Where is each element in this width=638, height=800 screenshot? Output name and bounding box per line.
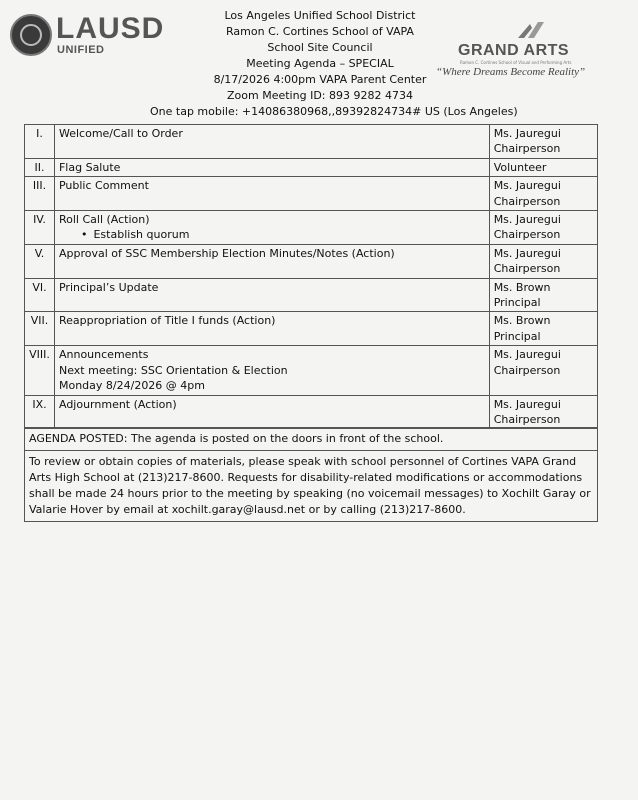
agenda-item-text: Adjournment (Action) (58, 397, 177, 411)
agenda-item-number: IV. (25, 211, 55, 245)
agenda-posted-note: AGENDA POSTED: The agenda is posted on the doors in front of the school. (25, 428, 598, 451)
agenda-item-number: II. (25, 158, 55, 176)
agenda-presenter-text: Ms. Brown (493, 314, 551, 328)
agenda-presenter-text: Ms. Jauregui (493, 348, 561, 362)
grand-arts-tagline: “Where Dreams Become Reality” (436, 66, 586, 78)
agenda-presenter-text: Principal (493, 329, 541, 343)
agenda-item-text: Monday 8/24/2026 @ 4pm (58, 379, 205, 393)
agenda-presenter-cell (489, 278, 597, 312)
agenda-presenter-text: Ms. Jauregui (493, 397, 561, 411)
agenda-presenter-text: Chairperson (493, 412, 561, 426)
district-seal-icon (10, 14, 52, 56)
lausd-logo-subtext: UNIFIED (57, 44, 105, 56)
agenda-item-text: Next meeting: SSC Orientation & Election (58, 363, 288, 377)
agenda-item-text: Announcements (58, 348, 149, 362)
agenda-row (25, 395, 598, 429)
agenda-presenter-text: Ms. Jauregui (493, 179, 561, 193)
agenda-presenter-text: Chairperson (493, 262, 561, 276)
agenda-presenter-text: Ms. Jauregui (493, 213, 561, 227)
agenda-presenter-text: Ms. Jauregui (493, 246, 561, 260)
agenda-sub-bullet-text: Establish quorum (93, 228, 190, 242)
agenda-item-number: IX. (25, 395, 55, 429)
agenda-item-cell (54, 395, 489, 429)
agenda-item-number: VIII. (25, 346, 55, 395)
accommodations-notice: To review or obtain copies of materials, please speak with school personnel of Cortines VAPA Grand Arts High School at (213)217-8600. Requests for disability-related modifications or accommodations shall be made 24 hours prior to the meeting by speaking (no voicemail messages) to Xochilt Garay or Valarie Hover by email at xochilt.garay@lausd.net or by calling (213)217-8600. (25, 451, 598, 522)
agenda-item-text: Welcome/Call to Order (58, 127, 183, 140)
agenda-presenter-text: Chairperson (493, 363, 561, 377)
posted-row (25, 428, 598, 451)
agenda-presenter-cell (489, 312, 597, 346)
agenda-presenter-cell (489, 346, 597, 395)
agenda-presenter-cell (489, 125, 597, 159)
grand-arts-logo-subtext: Ramon C. Cortines School of Visual and Performing Arts (460, 60, 572, 65)
agenda-presenter-text: Ms. Jauregui (493, 127, 561, 140)
agenda-presenter-text: Ms. Brown (493, 280, 551, 294)
agenda-row (25, 346, 598, 395)
agenda-item-number: VI. (25, 278, 55, 312)
agenda-sub-bullet (59, 227, 485, 242)
agenda-presenter-text: Chairperson (493, 194, 561, 208)
lausd-logo (10, 12, 165, 58)
agenda-item-text: Flag Salute (58, 160, 121, 174)
lausd-logo-text: LAUSD (56, 12, 165, 45)
agenda-item-text: Roll Call (Action) (58, 213, 150, 227)
agenda-item-cell (54, 244, 489, 278)
agenda-item-text: Principal’s Update (58, 280, 159, 294)
agenda-row (25, 244, 598, 278)
agenda-row (25, 158, 598, 176)
one-tap-mobile: One tap mobile: +14086380968,,89392824734# US (Los Angeles) (150, 105, 518, 118)
agenda-item-cell (54, 312, 489, 346)
agenda-type: Meeting Agenda – SPECIAL (246, 57, 394, 70)
agenda-notes (24, 427, 598, 522)
agenda-presenter-text: Chairperson (493, 142, 561, 156)
agenda-row (25, 312, 598, 346)
school-name: Ramon C. Cortines School of VAPA (226, 25, 414, 38)
agenda-item-cell (54, 177, 489, 211)
agenda-item-text: Reappropriation of Title I funds (Action) (58, 314, 276, 328)
agenda-item-cell (54, 346, 489, 395)
agenda-row (25, 211, 598, 245)
agenda-item-cell (54, 211, 489, 245)
agenda-presenter-cell (489, 244, 597, 278)
agenda-item-cell (54, 158, 489, 176)
agenda-presenter-cell (489, 395, 597, 429)
agenda-presenter-cell (489, 211, 597, 245)
agenda-item-text: Public Comment (58, 179, 149, 193)
agenda-presenter-cell (489, 177, 597, 211)
agenda-presenter-text: Principal (493, 296, 541, 310)
zoom-meeting-id: Zoom Meeting ID: 893 9282 4734 (227, 89, 413, 102)
agenda-presenter-cell (489, 158, 597, 176)
agenda-item-text: Approval of SSC Membership Election Minutes/Notes (Action) (58, 246, 395, 260)
agenda-table (24, 124, 598, 429)
council-name: School Site Council (267, 41, 373, 54)
agenda-item-number: I. (25, 125, 55, 159)
grand-arts-logo-text: GRAND ARTS (458, 42, 570, 59)
agenda-table-body (25, 125, 598, 429)
notice-row (25, 451, 598, 522)
agenda-row (25, 278, 598, 312)
agenda-item-number: VII. (25, 312, 55, 346)
agenda-row (25, 125, 598, 159)
agenda-item-number: V. (25, 244, 55, 278)
agenda-item-cell (54, 125, 489, 159)
agenda-item-cell (54, 278, 489, 312)
agenda-presenter-text: Volunteer (493, 160, 547, 174)
grand-arts-mark-icon (516, 20, 546, 40)
agenda-presenter-text: Chairperson (493, 228, 561, 242)
agenda-row (25, 177, 598, 211)
date-location: 8/17/2026 4:00pm VAPA Parent Center (213, 73, 427, 86)
district-name: Los Angeles Unified School District (224, 9, 416, 22)
agenda-item-number: III. (25, 177, 55, 211)
